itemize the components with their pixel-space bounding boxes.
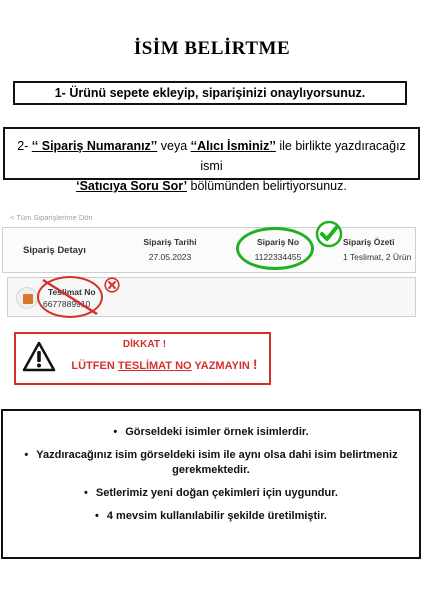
notes-list: [9, 425, 413, 524]
bullet: •: [113, 426, 118, 438]
warning-text-prefix: LÜTFEN: [71, 360, 118, 372]
x-icon: [104, 277, 120, 293]
bullet: •: [84, 487, 88, 499]
step-2-text-2: bölümünden belirtiyorsunuz.: [187, 179, 347, 193]
delivery-number-value: 6677889910: [43, 299, 91, 309]
package-icon: [16, 287, 38, 309]
back-to-orders-link[interactable]: < Tüm Siparişlerime Dön: [10, 213, 93, 222]
check-icon: [315, 220, 343, 248]
order-date-label: Sipariş Tarihi: [143, 237, 197, 247]
order-number-highlight-circle: [236, 227, 314, 270]
note-text: Setlerimiz yeni doğan çekimleri için uygundur.: [95, 487, 338, 499]
list-item: [9, 425, 413, 440]
notes-box: [1, 409, 421, 559]
step-2-prefix: 2-: [17, 139, 32, 153]
step-2-text-1: ile birlikte yazdıracağız ismi: [200, 139, 406, 173]
order-detail-label: Sipariş Detayı: [23, 245, 86, 256]
delivery-number-label: Teslimat No: [48, 287, 96, 297]
bullet: •: [24, 449, 29, 461]
step-2-or: veya: [157, 139, 191, 153]
list-item: [9, 448, 413, 478]
warning-text: [62, 356, 267, 372]
buyer-name-highlight: ‘‘Alıcı İsminiz’’: [190, 139, 276, 153]
warning-title: DİKKAT !: [122, 339, 167, 350]
warning-box: [14, 332, 271, 385]
page-title: İSİM BELİRTME: [133, 38, 291, 59]
ask-seller-highlight: ‘Satıcıya Soru Sor’: [76, 179, 188, 193]
bullet: •: [95, 510, 99, 522]
step-2-box: [3, 127, 420, 193]
order-number-value: 1122334455: [254, 252, 302, 262]
order-summary-value: 1 Teslimat, 2 Ürün: [343, 252, 412, 262]
note-text: Görseldeki isimler örnek isimlerdir.: [125, 426, 309, 438]
list-item: [9, 509, 413, 524]
order-summary-label: Sipariş Özeti: [343, 237, 395, 247]
note-text: Yazdıracağınız isim görseldeki isim ile aynı olsa dahi isim belirtmeniz gerekmektedir.: [36, 449, 398, 476]
warning-text-suffix: YAZMAYIN: [191, 360, 253, 372]
order-date-value: 27.05.2023: [148, 252, 192, 262]
order-date-column: [133, 237, 207, 262]
warning-text-underlined: TESLİMAT NO: [117, 360, 192, 372]
step-1-box: 1- Ürünü sepete ekleyip, siparişinizi onaylıyorsunuz.: [13, 81, 407, 105]
list-item: [9, 486, 413, 501]
order-detail-card: [2, 227, 416, 273]
note-text: 4 mevsim kullanılabilir şekilde üretilmiştir.: [106, 510, 327, 522]
order-number-highlight: ‘‘ Sipariş Numaranız’’: [31, 139, 158, 153]
delivery-number-strike: [37, 276, 103, 318]
order-summary-column: [333, 237, 415, 262]
warning-exclaim: !: [252, 356, 258, 372]
order-number-label: Sipariş No: [256, 237, 300, 247]
